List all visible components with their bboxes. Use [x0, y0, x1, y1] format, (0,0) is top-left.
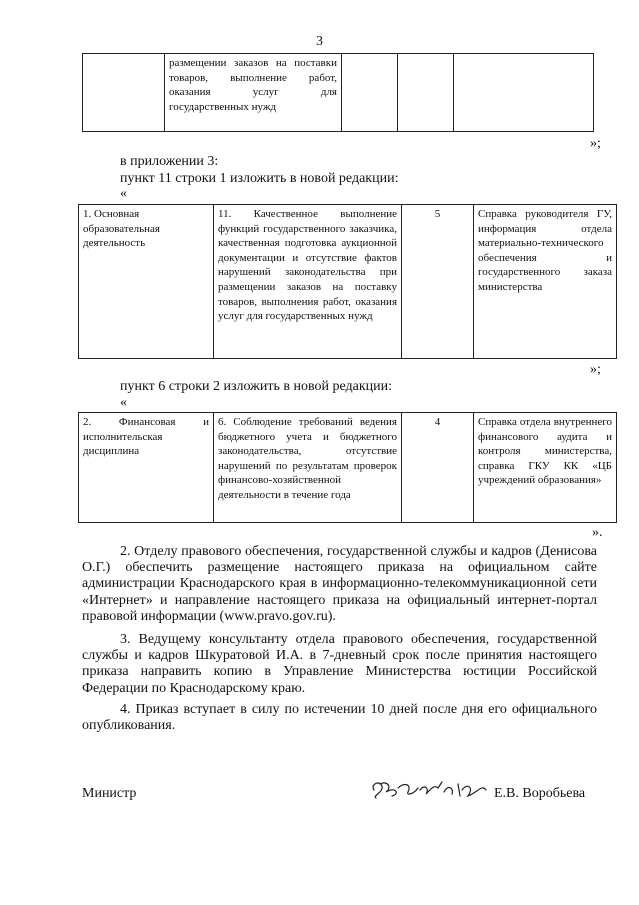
table-row-2	[78, 412, 617, 523]
signature-position: Министр	[82, 786, 137, 801]
open-quote-1: «	[120, 186, 127, 201]
paragraph-2: 2. Отделу правового обеспечения, государственной службы и кадров (Денисова О.Г.) обеспечить размещение настоящего приказа на официальном сайте администрации Краснодарского края в информационно-телекоммуникационной сети «Интернет» и направление настоящего приказа на официальный интернет-портал правовой информации (www.pravo.gov.ru).	[82, 544, 597, 624]
handwritten-signature	[368, 770, 488, 806]
row2-score: 4	[402, 413, 474, 523]
close-mark-1: »;	[590, 136, 601, 151]
row2-source: Справка отдела внутреннего финансового аудита и контроля министерства, справка ГКУ КК «ЦБ учреждений образования»	[474, 413, 617, 523]
row1-activity: 1. Основная образовательная деятельность	[79, 205, 214, 359]
row1-source: Справка руководителя ГУ, информация отдела материально-технического обеспечения и государственного заказа министерства	[474, 205, 617, 359]
open-quote-2: «	[120, 395, 127, 410]
item-11-instruction: пункт 11 строки 1 изложить в новой редакции:	[120, 171, 399, 186]
close-mark-3: ».	[592, 525, 603, 540]
row1-score: 5	[402, 205, 474, 359]
appendix-header: в приложении 3:	[120, 154, 219, 169]
table-continuation	[82, 53, 594, 132]
paragraph-3: 3. Ведущему консультанту отдела правового обеспечения, государственной службы и кадров Шкуратовой И.А. в 7-дневный срок после принятия настоящего приказа направить копию в Управление Министерства юстиции Российской Федерации по Краснодарскому краю.	[82, 632, 597, 696]
row2-activity: 2. Финансовая и исполнительская дисциплина	[79, 413, 214, 523]
page-number: 3	[316, 34, 323, 49]
table-row-1	[78, 204, 617, 359]
row2-criterion: 6. Соблюдение требований ведения бюджетного учета и бюджетного законодательства, отсутствие нарушений по результатам проверок финансово-хозяйственной деятельности в течение года	[214, 413, 402, 523]
close-mark-2: »;	[590, 362, 601, 377]
signature-name: Е.В. Воробьева	[494, 786, 586, 801]
row1-criterion: 11. Качественное выполнение функций государственного заказчика, качественная подготовка аукционной документации и отсутствие фактов нарушений законодательства при размещении заказов на поставку товаров, выполнения работ, оказания услуг для государственных нужд	[214, 205, 402, 359]
item-6-instruction: пункт 6 строки 2 изложить в новой редакции:	[120, 379, 392, 394]
table-top-text: размещении заказов на поставки товаров, выполнение работ, оказания услуг для государственных нужд	[165, 54, 342, 132]
paragraph-4: 4. Приказ вступает в силу по истечении 10 дней после дня его официального опубликования.	[82, 702, 597, 734]
